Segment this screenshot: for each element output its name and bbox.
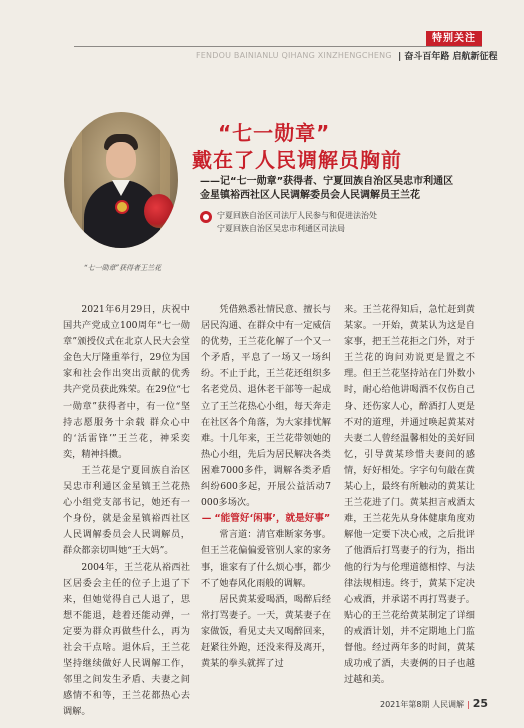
subtitle-line2: 金星镇裕西社区人民调解委员会人民调解员王兰花	[200, 190, 420, 201]
subtitle-line1: ——记“七一勋章”获得者、宁夏回族自治区吴忠市利通区	[200, 176, 454, 187]
header-rule	[74, 46, 482, 47]
article-title-line1: “七一勋章”	[218, 121, 331, 145]
paragraph: 凭借熟悉社情民意、擅长与居民沟通、在群众中有一定威信的优势，王兰花化解了一个又一个矛盾，平息了一场又一场纠纷。不止于此，王兰花还组织多名老党员、退休老干部等一起成立了王兰花热心小组，每天奔走在社区各个角落，为大家排忧解难。十几年来，王兰花带领她的热心小组，先后为居民解决各类困难7000多件，调解各类矛盾纠纷600多起，开展公益活动7000多场次。	[201, 304, 331, 509]
portrait-photo	[64, 112, 178, 248]
medal-icon	[117, 202, 127, 212]
paragraph: 2021年6月29日，庆祝中国共产党成立100周年“七一勋章”颁授仪式在北京人民大会堂金色大厅隆重举行，29位为国家和社会作出突出贡献的优秀共产党员获此殊荣。在29位“七一勋章”获得者中，有一位“坚持志愿服务十余载 群众心中的‘活雷锋’”王兰花，神采奕奕，精神抖擞。	[63, 304, 190, 460]
paragraph: 居民黄某爱喝酒，喝醉后经常打骂妻子。一天，黄某妻子在家做饭，看见丈夫又喝醉回来，赶紧往外跑，还没来得及离开，黄某的拳头就挥了过	[201, 593, 331, 670]
article-title-line2: 戴在了人民调解员胸前	[192, 148, 402, 172]
article-subtitle	[200, 175, 472, 203]
header-chinese-banner: | 奋斗百年路 启航新征程	[398, 52, 498, 62]
header-english-banner: FENDOU BAINIANLU QIHANG XINZHENGCHENG	[196, 51, 392, 60]
footer-issue: 2021年第8期	[380, 700, 430, 709]
footer-magazine: 人民调解	[432, 700, 464, 709]
author-affiliation: 宁夏回族自治区司法厅人民参与和促进法治处	[217, 211, 377, 220]
flower-bouquet	[144, 194, 174, 228]
author-marker-icon	[200, 211, 212, 223]
photo-figure-face	[106, 142, 136, 178]
paragraph: 来。王兰花得知后，急忙赶到黄某家。一开始，黄某认为这是自家事，把王兰花拒之门外，对于王兰花的询问劝说更是置之不理。但王兰花坚持站在门外数小时，耐心给他讲喝酒不仅伤自己身、还伤家人心，醉酒打人更是不对的道理，并通过唤起黄某对夫妻二人曾经温馨相处的美好回忆，引导黄某珍惜夫妻间的感情，好好相处。字字句句敲在黄某心上，最终有所触动的黄某让王兰花进了门。黄某担言戒酒太难，王兰花先从身体健康角度劝解他一定要下决心戒，之后批评了他酒后打骂妻子的行为，指出他的行为与伦理道德相悖、与法律法规相违。终于，黄某下定决心戒酒，并承诺不再打骂妻子。贴心的王兰花给黄某制定了详细的戒酒计划，并不定期地上门监督他。经过两年多的时间，黄某成功戒了酒，夫妻俩的日子也越过越和美。	[344, 304, 475, 686]
author-lines	[217, 209, 377, 235]
section-tag: 特别关注	[426, 31, 482, 47]
paragraph: 王兰花是宁夏回族自治区吴忠市利通区金星镇王兰花热心小组党支部书记，她还有一个身份，就是金星镇裕西社区人民调解委员会人民调解员，群众都亲切叫她“王大妈”。	[63, 464, 190, 557]
photo-caption: “七一勋章”获得者王兰花	[84, 264, 162, 272]
body-column-3	[344, 302, 475, 688]
body-column-1	[63, 302, 190, 720]
paragraph: 常言道：清官难断家务事。但王兰花偏偏爱管别人家的家务事，谁家有了什么烦心事，都少不了她春风化雨般的调解。	[201, 529, 331, 589]
section-subhead: — “能管好‘闲事’，就是好事”	[201, 511, 331, 527]
paragraph: 2004年，王兰花从裕西社区居委会主任的位子上退了下来，但她觉得自己人退了，思想不能退，趁着还能动弹，一定要为群众再做些什么，再为社会干点啥。退休后，王兰花坚持继续做好人民调解工作，邻里之间发生矛盾、夫妻之间感情不和等，王兰花都热心去调解。	[63, 561, 190, 718]
page-number: 25	[472, 697, 489, 710]
photo-bg-column	[72, 112, 82, 248]
body-column-2	[201, 302, 331, 672]
footer-separator: |	[467, 700, 470, 709]
page-footer	[380, 697, 488, 710]
author-affiliation: 宁夏回族自治区吴忠市利通区司法局	[217, 224, 345, 233]
